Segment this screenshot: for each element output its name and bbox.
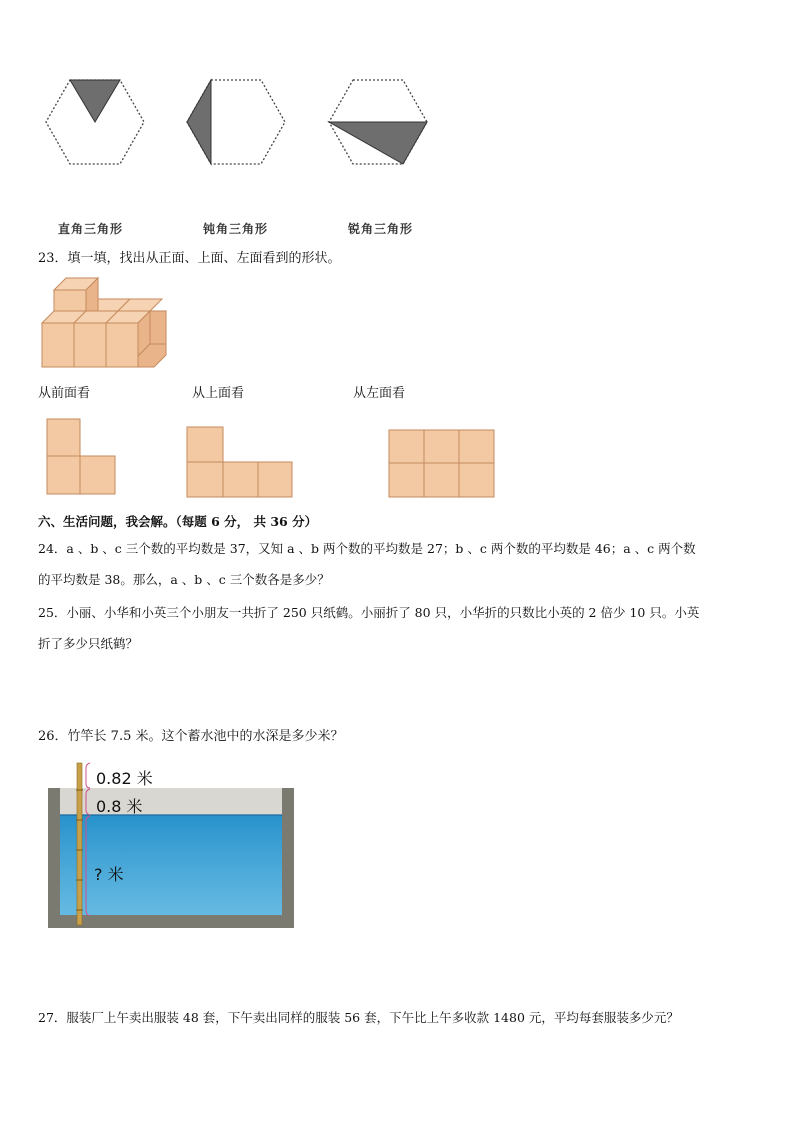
view-label-front: 从前面看	[38, 386, 91, 401]
question-25-line-2: 折了多少只纸鹤？	[38, 636, 139, 651]
hexagon-obtuse-triangle	[183, 76, 293, 176]
view-label-left: 从左面看	[353, 386, 406, 401]
question-24-line-2: 的平均数是 38。那么，a 、b 、c 三个数各是多少？	[38, 572, 330, 587]
question-27: 27．服装厂上午卖出服装 48 套，下午卖出同样的服装 56 套，下午比上午多收款 1480 元，平均每套服装多少元？	[38, 1010, 679, 1025]
question-25-line-1: 25．小丽、小华和小英三个小朋友一共折了 250 只纸鹤。小丽折了 80 只，小华折的只数比小英的 2 倍少 10 只。小英	[38, 605, 700, 620]
question-24-line-1: 24．a 、b 、c 三个数的平均数是 37，又知 a 、b 两个数的平均数是 27；b 、c 两个数的平均数是 46；a 、c 两个数	[38, 541, 696, 556]
hexagon-acute-triangle	[325, 76, 435, 176]
caption-obtuse-triangle: 钝角三角形	[203, 222, 269, 236]
top-view-shape	[187, 427, 297, 502]
label-empty-depth: 0.8 米	[96, 797, 143, 816]
hexagon-right-triangle	[42, 76, 152, 176]
label-water-depth: ? 米	[94, 865, 124, 884]
left-view-shape	[389, 430, 499, 500]
front-view-shape	[47, 419, 127, 499]
label-above-ground: 0.82 米	[96, 769, 153, 788]
cube-stack-figure	[42, 278, 182, 373]
question-26: 26．竹竿长 7.5 米。这个蓄水池中的水深是多少米？	[38, 729, 344, 744]
caption-right-triangle: 直角三角形	[58, 222, 124, 236]
section-6-heading: 六、生活问题，我会解。（每题 6 分， 共 36 分）	[38, 514, 318, 529]
caption-acute-triangle: 锐角三角形	[348, 222, 414, 236]
question-23: 23．填一填，找出从正面、上面、左面看到的形状。	[38, 251, 341, 266]
water-pool-figure	[40, 760, 300, 930]
view-label-top: 从上面看	[192, 386, 245, 401]
